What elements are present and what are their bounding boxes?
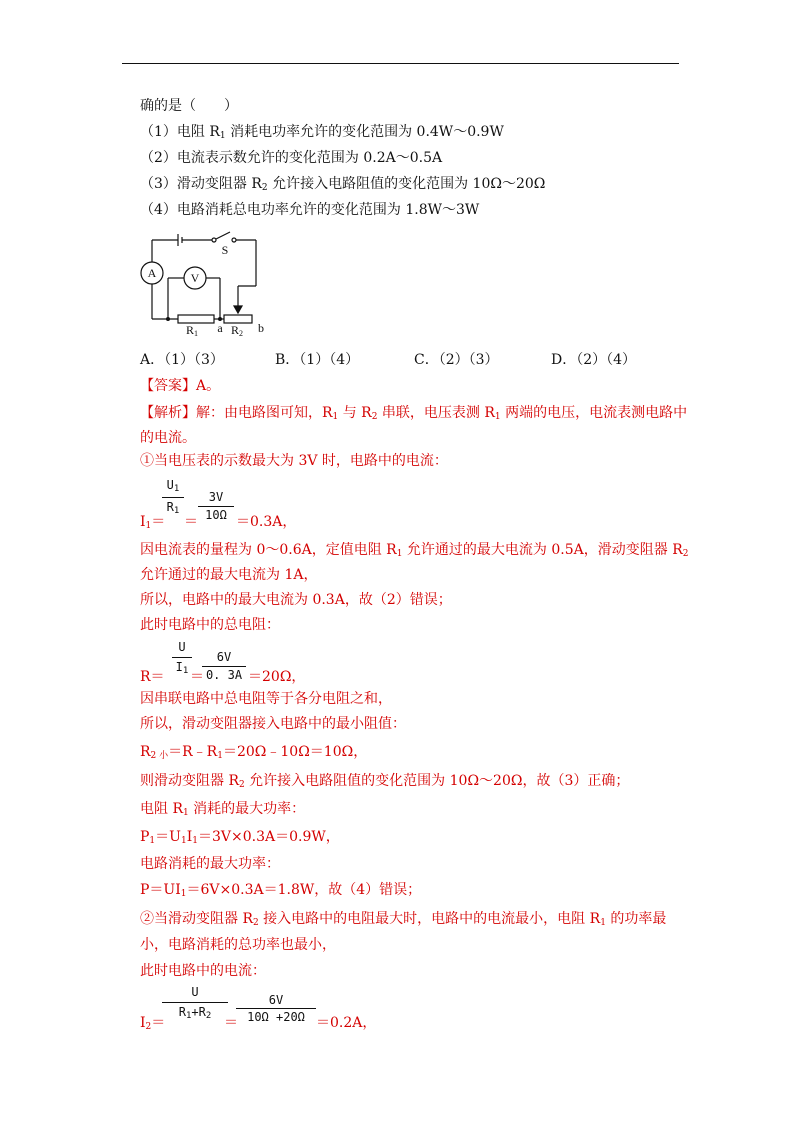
statement-1: （1）电阻 $R_1$ 消耗电功率允许的变化范围为 0.4W～0.9W <box>140 124 504 141</box>
explanation-line-9: $R_{2 小}=R﹣R_1=20\Omega﹣10\Omega=10\Omega$， <box>140 744 368 761</box>
formula-i2: U $R_1+R_2$ 6V 10Ω +20Ω $I_2=$ ＝ ＝0.2A， <box>140 985 377 1032</box>
answer-line: 【答案】A。 <box>140 378 221 394</box>
explanation-line-12: $P_1=U_1I_1=3V\times 0.3A=0.9W$， <box>140 829 340 846</box>
node-a-label: a <box>217 321 223 335</box>
r2-label: R2 <box>230 323 244 338</box>
explanation-line-13: 电路消耗的最大功率： <box>140 856 280 872</box>
statement-3: （3）滑动变阻器 $R_2$ 允许接入电路阻值的变化范围为 10Ω～20Ω <box>140 176 546 193</box>
explanation-line-14: $P=UI_1=6V\times 0.3A=1.8W$，故（4）错误； <box>140 882 422 899</box>
option-a[interactable]: A．（1）（3） <box>140 352 224 368</box>
explanation-line-15: 此时电路中的电流： <box>140 963 266 979</box>
case-1-heading: ①当电压表的示数最大为 3V 时，电路中的电流： <box>140 453 448 469</box>
statement-4: （4）电路消耗总电功率允许的变化范围为 1.8W～3W <box>140 202 480 218</box>
question-stem: 确的是（ ） <box>140 98 238 114</box>
option-c[interactable]: C．（2）（3） <box>414 352 499 368</box>
option-b[interactable]: B．（1）（4） <box>275 352 360 368</box>
switch-blade <box>216 232 230 239</box>
explanation-line-1: 【解析】解：由电路图可知，$R_1$ 与 $R_2$ 串联，电压表测 $R_1$ 两端的电压，电流表测电路中 <box>140 405 688 422</box>
header-rule <box>122 63 679 64</box>
formula-r: U $I_1$ 6V 0. 3A R＝ ＝ ＝20Ω， <box>140 640 306 685</box>
explanation-line-6: 此时电路中的总电阻： <box>140 617 280 633</box>
voltmeter-label: V <box>190 271 200 285</box>
r2-box <box>224 315 252 323</box>
explanation-line-7: 因串联电路中总电阻等于各分电阻之和， <box>140 691 392 707</box>
option-d[interactable]: D．（2）（4） <box>551 352 637 368</box>
node-b-label: b <box>258 321 264 335</box>
statement-2: （2）电流表示数允许的变化范围为 0.2A～0.5A <box>140 150 443 166</box>
r1-box <box>178 315 214 323</box>
explanation-line-3: 因电流表的量程为 0～0.6A，定值电阻 $R_1$ 允许通过的最大电流为 0.5A，滑动变阻器 $R_2$ <box>140 542 689 559</box>
explanation-line-8: 所以，滑动变阻器接入电路中的最小阻值： <box>140 716 406 732</box>
switch-label: S <box>221 243 229 257</box>
case-2-line-2: 小，电路消耗的总功率也最小， <box>140 937 336 953</box>
explanation-line-10: 则滑动变阻器 $R_2$ 允许接入电路阻值的变化范围为 10Ω～20Ω，故（3）正确； <box>140 773 630 790</box>
formula-i1: $U_1$ $R_1$ 3V 10Ω $I_1=$ ＝ ＝0.3A， <box>140 478 297 531</box>
explanation-line-4: 允许通过的最大电流为 1A， <box>140 567 318 583</box>
ammeter-label: A <box>147 266 157 280</box>
explanation-line-11: 电阻 $R_1$ 消耗的最大功率： <box>140 801 306 818</box>
circuit-diagram <box>130 228 280 338</box>
r1-label: R1 <box>185 323 199 338</box>
explanation-line-2: 的电流。 <box>140 430 196 446</box>
case-2-line-1: ②当滑动变阻器 $R_2$ 接入电路中的电阻最大时，电路中的电流最小，电阻 $R_1$ 的功率最 <box>140 911 667 928</box>
explanation-line-5: 所以，电路中的最大电流为 0.3A，故（2）错误； <box>140 592 452 608</box>
